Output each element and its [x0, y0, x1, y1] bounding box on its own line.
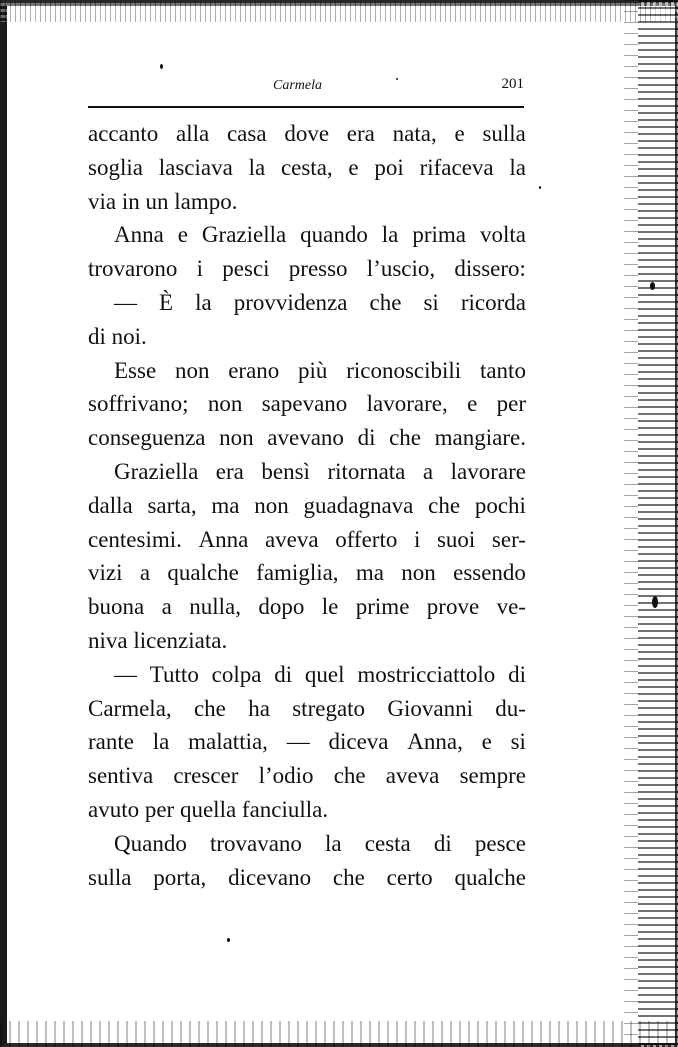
text-line: Quando trovavano la cesta di pesce — [114, 830, 526, 856]
scan-noise-right — [638, 0, 678, 1047]
text-line: Anna e Graziella quando la prima volta — [114, 222, 526, 248]
running-head: Carmela — [273, 78, 322, 93]
ink-speck — [160, 64, 163, 69]
text-line: soglia lasciava la cesta, e poi rifaceva la — [88, 154, 526, 180]
text-line: dalla sarta, ma non guadagnava che pochi — [88, 492, 526, 518]
text-line: Esse non erano più riconoscibili tanto — [114, 357, 526, 383]
ink-speck — [652, 596, 658, 608]
scan-noise-bottom — [0, 1021, 678, 1047]
text-line: via in un lampo. — [88, 188, 238, 214]
text-line: Graziella era bensì ritornata a lavorare — [114, 458, 526, 484]
body-text — [88, 117, 526, 894]
text-line: vizi a qualche famiglia, ma non essendo — [88, 560, 526, 586]
text-line: avuto per quella fanciulla. — [88, 796, 329, 822]
text-line: — È la provvidenza che si ricorda — [114, 289, 526, 315]
header-rule — [88, 106, 524, 108]
scan-noise-right-inner — [624, 0, 638, 1047]
text-line: trovarono i pesci presso l’uscio, dissero: — [88, 256, 526, 282]
text-line: rante la malattia, — diceva Anna, e si — [88, 729, 526, 755]
text-line: accanto alla casa dove era nata, e sulla — [88, 121, 526, 146]
text-line: centesimi. Anna aveva offerto i suoi ser- — [88, 526, 526, 552]
ink-speck — [227, 938, 230, 942]
text-line: — Tutto colpa di quel mostricciattolo di — [114, 661, 526, 687]
page-number: 201 — [501, 76, 524, 92]
text-line: sulla porta, dicevano che certo qualche — [88, 864, 526, 890]
text-line: Carmela, che ha stregato Giovanni du- — [88, 695, 526, 721]
text-line: conseguenza non avevano di che mangiare. — [88, 425, 526, 451]
text-line: soffrivano; non sapevano lavorare, e per — [88, 391, 526, 417]
scan-noise-top — [0, 0, 678, 22]
text-line: buona a nulla, dopo le prime prove ve- — [88, 594, 526, 620]
text-line: di noi. — [88, 323, 147, 349]
text-line: niva licenziata. — [88, 627, 228, 653]
text-line: sentiva crescer l’odio che aveva sempre — [88, 763, 526, 789]
ink-speck — [539, 186, 541, 189]
ink-speck — [650, 282, 655, 290]
ink-speck — [396, 78, 398, 80]
page-header — [88, 74, 524, 98]
